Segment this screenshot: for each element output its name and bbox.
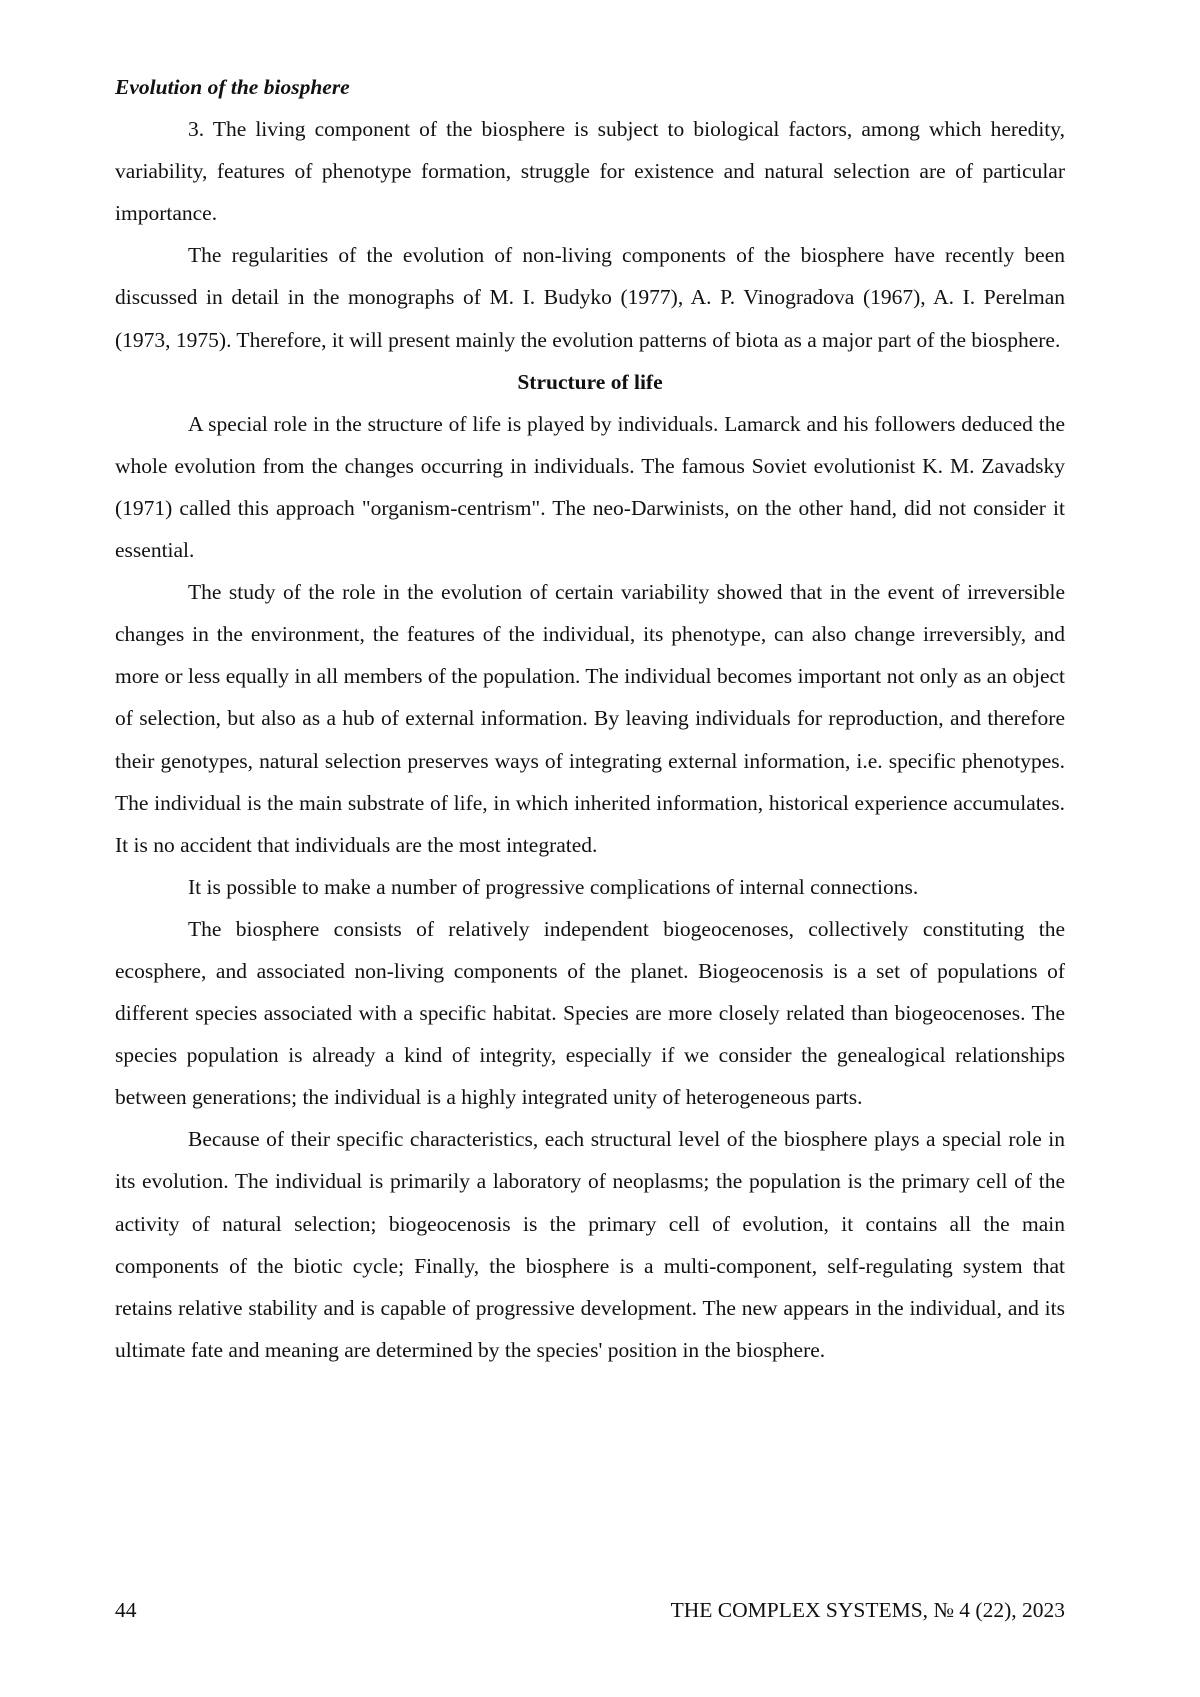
paragraph-1: A special role in the structure of life is played by individuals. Lamarck and his followers deduced the whole evolution from the changes occurring in individuals. The famous Soviet evolutionist K. M. Zavadsky (1971) called this approach "organism-centrism". The neo-Darwinists, on the other hand, did not consider it essential. [115, 411, 1065, 563]
journal-citation: THE COMPLEX SYSTEMS, № 4 (22), 2023 [670, 1598, 1065, 1622]
section-heading: Structure of life [517, 369, 663, 394]
paragraph-intro-1: 3. The living component of the biosphere is subject to biological factors, among which heredity, variability, features of phenotype formation, struggle for existence and natural selection are of particular importance. [115, 117, 1065, 226]
page-number: 44 [115, 1598, 137, 1622]
paragraph-5: Because of their specific characteristics, each structural level of the biosphere plays a special role in its evolution. The individual is primarily a laboratory of neoplasms; the population is the primary cell of the activity of natural selection; biogeocenosis is the primary cell of evolution, it contains all the main components of the biotic cycle; Finally, the biosphere is a multi-component, self-regulating system that retains relative stability and is capable of progressive development. The new appears in the individual, and its ultimate fate and meaning are determined by the species' position in the biosphere. [115, 1127, 1065, 1362]
running-head: Evolution of the biosphere [115, 75, 350, 99]
page-body [115, 66, 1065, 1371]
paragraph-4: The biosphere consists of relatively independent biogeocenoses, collectively constituting the ecosphere, and associated non-living components of the planet. Biogeocenosis is a set of populations of different species associated with a specific habitat. Species are more closely related than biogeocenoses. The species population is already a kind of integrity, especially if we consider the genealogical relationships between generations; the individual is a highly integrated unity of heterogeneous parts. [115, 916, 1065, 1110]
paragraph-3: It is possible to make a number of progressive complications of internal connections. [188, 874, 919, 899]
paragraph-2: The study of the role in the evolution of certain variability showed that in the event of irreversible changes in the environment, the features of the individual, its phenotype, can also change irreversibly, and more or less equally in all members of the population. The individual becomes important not only as an object of selection, but also as a hub of external information. By leaving individuals for reproduction, and therefore their genotypes, natural selection preserves ways of integrating external information, i.e. specific phenotypes. The individual is the main substrate of life, in which inherited information, historical experience accumulates. It is no accident that individuals are the most integrated. [115, 580, 1065, 857]
paragraph-intro-2: The regularities of the evolution of non-living components of the biosphere have recently been discussed in detail in the monographs of M. I. Budyko (1977), A. P. Vinogradova (1967), A. I. Perelman (1973, 1975). Therefore, it will present mainly the evolution patterns of biota as a major part of the biosphere. [115, 243, 1065, 352]
page-footer [115, 1589, 1065, 1631]
